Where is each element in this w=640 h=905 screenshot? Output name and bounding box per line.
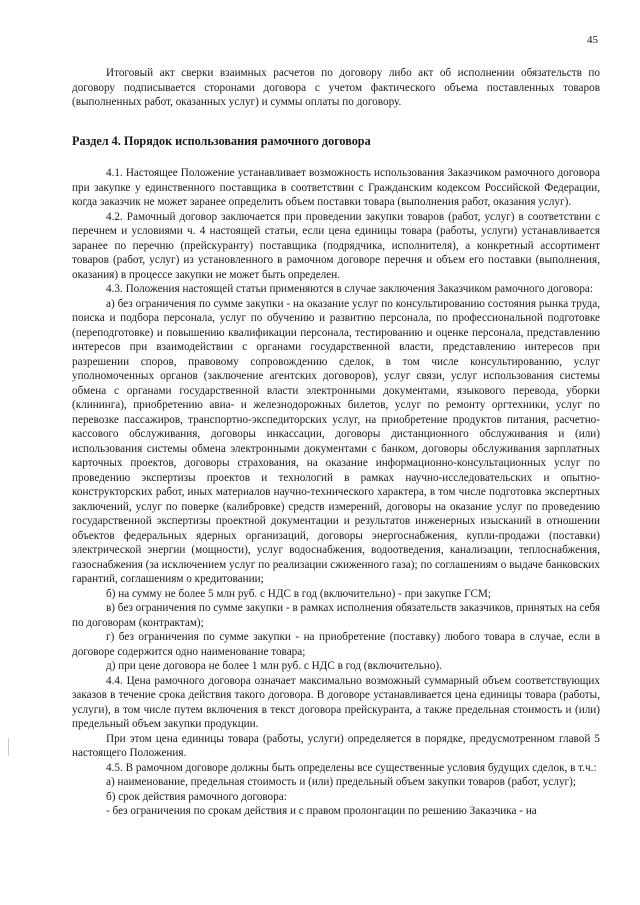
paragraph-4-3-b: б) на сумму не более 5 млн руб. с НДС в год (включительно) - при закупке ГСМ;: [106, 587, 491, 600]
paragraph-4-3-d: д) при цене договора не более 1 млн руб. с НДС в год (включительно).: [106, 660, 442, 672]
paragraph-4-5: 4.5. В рамочном договоре должны быть определены все существенные условия будущих сделок, в т.ч.:: [106, 761, 597, 774]
paragraph-4-3-v: в) без ограничения по сумме закупки - в рамках исполнения обязательств заказчиков, принятых на себя по договорам (контрактам);: [72, 602, 600, 629]
paragraph-4-3-a: а) без ограничения по сумме закупки - на оказание услуг по консультированию состояния рынка труда, поиска и подбора персонала, услуг по обучению и развитию персонала, по профессиональной подготовке (переподготовке) и повышению квалификации персонала, тестированию и оценке персонала, представлению интересов при взаимодействии с органами государственной власти, представлению интересов при разрешении споров, правовому сопровождению сделок, в том числе консультированию, услуг уполномоченных органов (заключение агентских договоров), услуг связи, услуг использования системы обмена с органами государственной власти электронными документами, языкового перевода, уборки (клининга), приобретению авиа- и железнодорожных билетов, услуг по ремонту оргтехники, услуг по перевозке пассажиров, транспортно-экспедиторских услуг, на приобретение продуктов питания, расчетно-кассового обслуживания, договоры инкассации, договоры дистанционного обслуживания и (или) использования системы обмена электронными документами с банком, договоры обслуживания зарплатных карточных проектов, договоры страхования, на оказание информационно-консультационных услуг по проведению экспертизы проектов и технологий в рамках научно-исследовательских и опытно-конструкторских работ, иных материалов научно-технического характера, в том числе подготовка экспертных заключений, услуг по поверке (калибровке) средств измерений, договоры на оказание услуг по проведению государственной экспертизы проектной документации и результатов инженерных изысканий в отношении объектов федеральных ядерных организаций, договоры энергоснабжения, купли-продажи (поставки) электрической энергии (мощности), услуг водоснабжения, водоотведения, канализации, теплоснабжения, газоснабжения (за исключением услуг по реализации сжиженного газа); по соглашениям о выдаче банковских гарантий, соглашениям о кредитовании;: [72, 297, 600, 585]
page-number: 45: [587, 34, 598, 46]
paragraph-reconciliation-act: Итоговый акт сверки взаимных расчетов по договору либо акт об исполнении обязательств по договору подписывается сторонами договора с учетом фактического объема поставленных товаров (выполненных работ, оказанных услуг) и суммы оплаты по договору.: [72, 67, 600, 108]
paragraph-4-4: 4.4. Цена рамочного договора означает максимально возможный суммарный объем соответствующих заказов в течение срока действия такого договора. В договоре устанавливается цена единицы товара (работы, услуги), в том числе путем включения в текст договора прейскуранта, а также предельная стоимость и (или) предельный объем закупки продукции.: [72, 674, 600, 730]
paragraph-4-1: 4.1. Настоящее Положение устанавливает возможность использования Заказчиком рамочного договора при закупке у единственного поставщика в соответствии с Гражданским кодексом Российской Федерации, когда заказчик не может заранее определить объем поставки товара (выполнения работ, оказания услуг).: [72, 167, 600, 208]
paragraph-4-2: 4.2. Рамочный договор заключается при проведении закупки товаров (работ, услуг) в соответствии с перечнем и условиями ч. 4 настоящей статьи, если цена единицы товара (работы, услуги) устанавливается заранее по перечню (прейскуранту) поставщика (подрядчика, исполнителя), а конкретный ассортимент товаров (работ, услуг) из установленного в рамочном договоре перечня и объем его поставки (выполнения, оказания) в процессе закупки не может быть определен.: [72, 210, 600, 281]
paragraph-4-5-a: а) наименование, предельная стоимость и (или) предельный объем закупки товаров (работ, услуг);: [106, 776, 576, 788]
paragraph-4-5-b: б) срок действия рамочного договора:: [106, 790, 287, 803]
paragraph-4-3-g: г) без ограничения по сумме закупки - на приобретение (поставку) любого товара в случае, если в договоре содержится одно наименование товара;: [72, 631, 600, 658]
paragraph-4-4-price: При этом цена единицы товара (работы, услуги) определяется в порядке, предусмотренном главой 5 настоящего Положения.: [72, 732, 600, 759]
section-heading: Раздел 4. Порядок использования рамочного договора: [72, 133, 371, 148]
paragraph-4-5-b-term: - без ограничения по срокам действия и с правом пролонгации по решению Заказчика - на: [106, 805, 537, 817]
scan-margin-mark: [8, 738, 9, 756]
document-body: [72, 66, 600, 819]
paragraph-4-3: 4.3. Положения настоящей статьи применяются в случае заключения Заказчиком рамочного договора:: [106, 283, 594, 295]
